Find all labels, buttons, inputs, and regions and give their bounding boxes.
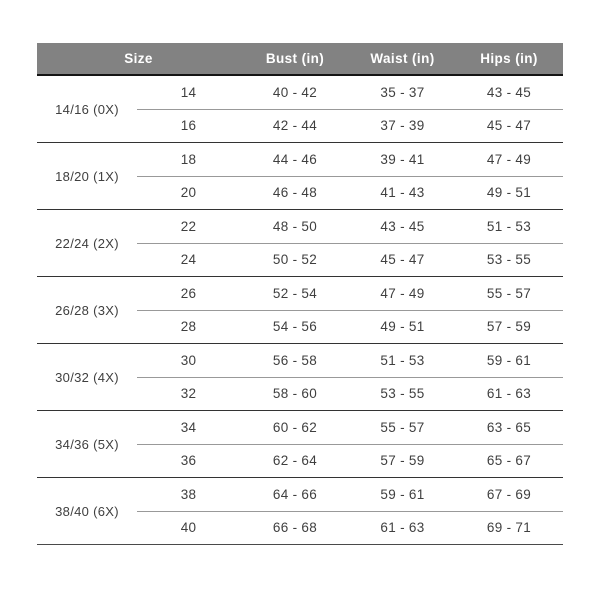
table-header-row: [37, 43, 563, 76]
size-cell: 36: [180, 453, 197, 469]
bust-cell: 48 - 50: [272, 218, 318, 234]
bust-cell: 42 - 44: [272, 118, 318, 134]
bust-cell: 56 - 58: [272, 352, 318, 368]
size-cell: 14: [180, 84, 197, 100]
header-waist: Waist (in): [370, 51, 435, 66]
bust-cell: 62 - 64: [272, 453, 318, 469]
bust-cell: 60 - 62: [272, 419, 318, 435]
hips-cell: 65 - 67: [486, 453, 532, 469]
table-row: [137, 176, 563, 210]
table-row: [137, 344, 563, 377]
size-cell: 34: [180, 419, 197, 435]
size-group-4x: [37, 343, 563, 410]
hips-cell: 47 - 49: [486, 151, 532, 167]
size-cell: 40: [180, 520, 197, 536]
hips-cell: 61 - 63: [486, 386, 532, 402]
size-group-1x: [37, 142, 563, 209]
hips-cell: 49 - 51: [486, 185, 532, 201]
hips-cell: 67 - 69: [486, 486, 532, 502]
hips-cell: 69 - 71: [486, 520, 532, 536]
waist-cell: 43 - 45: [380, 218, 425, 234]
hips-cell: 55 - 57: [486, 285, 532, 301]
bust-cell: 54 - 56: [272, 319, 318, 335]
size-group-label: 22/24 (2X): [55, 235, 119, 251]
hips-cell: 63 - 65: [486, 419, 532, 435]
size-group-label: 38/40 (6X): [55, 503, 119, 519]
size-group-6x: [37, 477, 563, 544]
table-row: [137, 243, 563, 277]
size-group-label: 26/28 (3X): [55, 302, 119, 318]
bust-cell: 44 - 46: [272, 151, 318, 167]
table-row: [137, 210, 563, 243]
hips-cell: 57 - 59: [486, 319, 532, 335]
table-row: [137, 76, 563, 109]
hips-cell: 59 - 61: [486, 352, 532, 368]
table-row: [137, 143, 563, 176]
bust-cell: 40 - 42: [272, 84, 318, 100]
bust-cell: 50 - 52: [272, 252, 318, 268]
waist-cell: 57 - 59: [380, 453, 425, 469]
hips-cell: 45 - 47: [486, 118, 532, 134]
waist-cell: 49 - 51: [380, 319, 425, 335]
bust-cell: 66 - 68: [272, 520, 318, 536]
table-body: [37, 76, 563, 545]
waist-cell: 53 - 55: [380, 386, 425, 402]
size-cell: 18: [180, 151, 197, 167]
waist-cell: 39 - 41: [380, 151, 425, 167]
table-row: [137, 411, 563, 444]
bust-cell: 64 - 66: [272, 486, 318, 502]
hips-cell: 51 - 53: [486, 218, 532, 234]
size-group-label: 18/20 (1X): [55, 168, 119, 184]
header-bust: Bust (in): [265, 51, 325, 66]
waist-cell: 37 - 39: [380, 118, 425, 134]
header-size: Size: [124, 51, 153, 66]
table-row: [137, 109, 563, 143]
size-group-0x: [37, 76, 563, 142]
size-cell: 20: [180, 185, 197, 201]
header-hips: Hips (in): [480, 51, 538, 66]
size-cell: 22: [180, 218, 197, 234]
size-cell: 32: [180, 386, 197, 402]
waist-cell: 47 - 49: [380, 285, 425, 301]
waist-cell: 51 - 53: [380, 352, 425, 368]
bust-cell: 58 - 60: [272, 386, 318, 402]
bust-cell: 46 - 48: [272, 185, 318, 201]
bust-cell: 52 - 54: [272, 285, 318, 301]
table-row: [137, 478, 563, 511]
table-row: [137, 277, 563, 310]
size-group-5x: [37, 410, 563, 477]
table-row: [137, 511, 563, 545]
size-group-2x: [37, 209, 563, 276]
hips-cell: 53 - 55: [486, 252, 532, 268]
size-group-label: 14/16 (0X): [55, 101, 119, 117]
size-cell: 24: [180, 252, 197, 268]
hips-cell: 43 - 45: [486, 84, 532, 100]
size-cell: 26: [180, 285, 197, 301]
waist-cell: 35 - 37: [380, 84, 425, 100]
waist-cell: 45 - 47: [380, 252, 425, 268]
size-group-label: 30/32 (4X): [55, 369, 119, 385]
table-row: [137, 310, 563, 344]
size-cell: 38: [180, 486, 197, 502]
waist-cell: 41 - 43: [380, 185, 425, 201]
size-group-3x: [37, 276, 563, 343]
waist-cell: 59 - 61: [380, 486, 425, 502]
waist-cell: 61 - 63: [380, 520, 425, 536]
size-chart-table: [37, 43, 563, 545]
size-cell: 28: [180, 319, 197, 335]
size-cell: 16: [180, 118, 197, 134]
size-group-label: 34/36 (5X): [55, 436, 119, 452]
waist-cell: 55 - 57: [380, 419, 425, 435]
table-row: [137, 444, 563, 478]
size-cell: 30: [180, 352, 197, 368]
table-row: [137, 377, 563, 411]
